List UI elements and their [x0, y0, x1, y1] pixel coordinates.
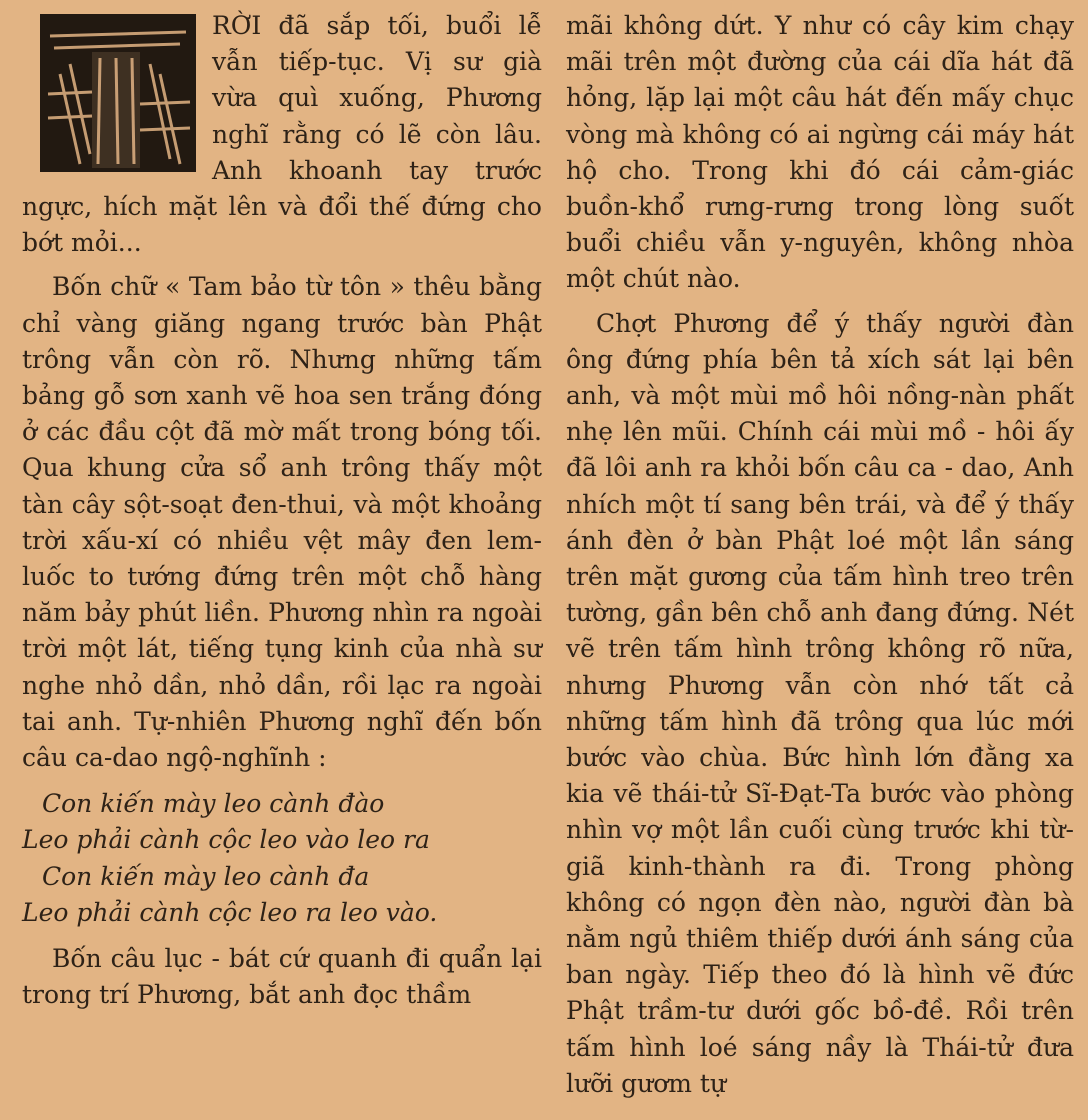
dropcap-woodcut [40, 14, 196, 172]
poem-line-3: Con kiến mày leo cành đa [42, 861, 370, 891]
right-paragraph-2: Chợt Phương để ý thấy người đàn ông đứng phía bên tả xích sát lại bên anh, và một mùi mồ hôi nồng-nàn phất nhẹ lên mũi. Chính cái mùi mồ - hôi ấy đã lôi anh ra khỏi bốn câu ca - dao, Anh nhích một tí sang bên trái, và để ý thấy ánh đèn ở bàn Phật loé một lần sáng trên mặt gương của tấm hình treo trên tường, gần bên chỗ anh đang đứng. Nét vẽ trên tấm hình trông không rõ nữa, nhưng Phương vẫn còn nhớ tất cả những tấm hình đã trông qua lúc mới bước vào chùa. Bức hình lớn đằng xa kia vẽ thái-tử Sĩ-Đạt-Ta bước vào phòng nhìn vợ một lần cuối cùng trước khi từ-giã kinh-thành ra đi. Trong phòng không có ngọn đèn nào, người đàn bà nằm ngủ thiêm thiếp dưới ánh sáng của ban ngày. Tiếp theo đó là hình vẽ đức Phật trầm-tư dưới gốc bồ-đề. Rồi trên tấm hình loé sáng nầy là Thái-tử đưa lưỡi gươm tự [566, 308, 1074, 1098]
left-paragraph-3: Bốn câu lục - bát cứ quanh đi quẩn lại trong trí Phương, bắt anh đọc thầm [22, 944, 542, 1010]
ca-dao-poem [22, 786, 542, 931]
woodcut-letter-icon [40, 14, 196, 172]
poem-line-2: Leo phải cành cộc leo vào leo ra [22, 825, 430, 855]
left-column [22, 8, 542, 1013]
poem-line-1: Con kiến mày leo cành đào [42, 789, 385, 819]
right-column [566, 8, 1074, 1102]
left-paragraph-1: RỜI đã sắp tối, buổi lễ vẫn tiếp-tục. Vị sư già vừa quì xuống, Phương nghĩ rằng có lẽ còn lâu. Anh khoanh tay trước ngực, hích mặt lên và đổi thế đứng cho bớt mỏi... [22, 11, 542, 258]
left-paragraph-2: Bốn chữ « Tam bảo từ tôn » thêu bằng chỉ vàng giăng ngang trước bàn Phật trông vẫn còn rõ. Nhưng những tấm bảng gỗ sơn xanh vẽ hoa sen trắng đóng ở các đầu cột đã mờ mất trong bóng tối. Qua khung cửa sổ anh trông thấy một tàn cây sột-soạt đen-thui, và một khoảng trời xấu-xí có nhiều vệt mây đen lem-luốc to tướng đứng trên một chỗ hàng năm bảy phút liền. Phương nhìn ra ngoài trời một lát, tiếng tụng kinh của nhà sư nghe nhỏ dần, nhỏ dần, rồi lạc ra ngoài tai anh. Tự-nhiên Phương nghĩ đến bốn câu ca-dao ngộ-nghĩnh : [22, 272, 542, 773]
poem-line-4: Leo phải cành cộc leo ra leo vào. [22, 897, 438, 927]
right-paragraph-1: mãi không dứt. Y như có cây kim chạy mãi trên một đường của cái dĩa hát đã hỏng, lặp lại một câu hát đến mấy chục vòng mà không có ai ngừng cái máy hát hộ cho. Trong khi đó cái cảm-giác buồn-khổ rưng-rưng trong lòng suốt buổi chiều vẫn y-nguyên, không nhòa một chút nào. [566, 11, 1074, 294]
